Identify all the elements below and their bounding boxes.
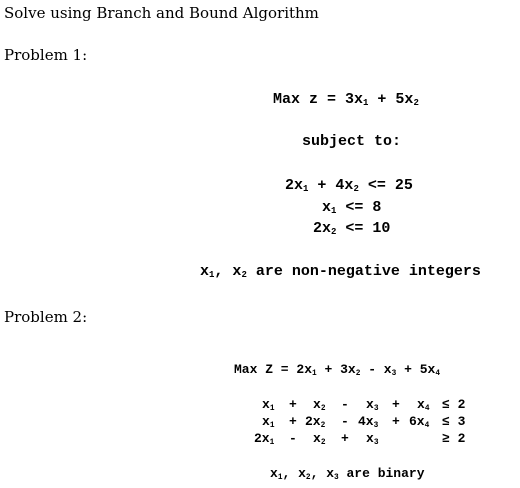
problem2-label: Problem 2: [4,308,88,326]
problem1-constraint-1: $2x_1 + 4x_2 <= 25$ [285,177,413,194]
problem1-constraint-3: $2x_2 <= 10$ [313,220,391,237]
problem1-label: Problem 1: [4,46,88,64]
problem1-constraint-2: $x_1 <= 8$ [322,199,382,216]
problem1-subject-to: subject to: [302,133,402,150]
intro-text: Solve using Branch and Bound Algorithm [4,4,319,22]
problem1-objective: Max $z = 3x_1 + 5x_2$ [273,91,419,108]
problem1-domain: $x_1$, $x_2$ are non-negative integers [200,263,481,280]
problem2-objective: Max $Z = 2x_1 + 3x_2 - x_3 + 5x_4$ [234,362,441,378]
problem2-domain: $x_1$, $x_2$, $x_3$ are binary [270,466,425,482]
